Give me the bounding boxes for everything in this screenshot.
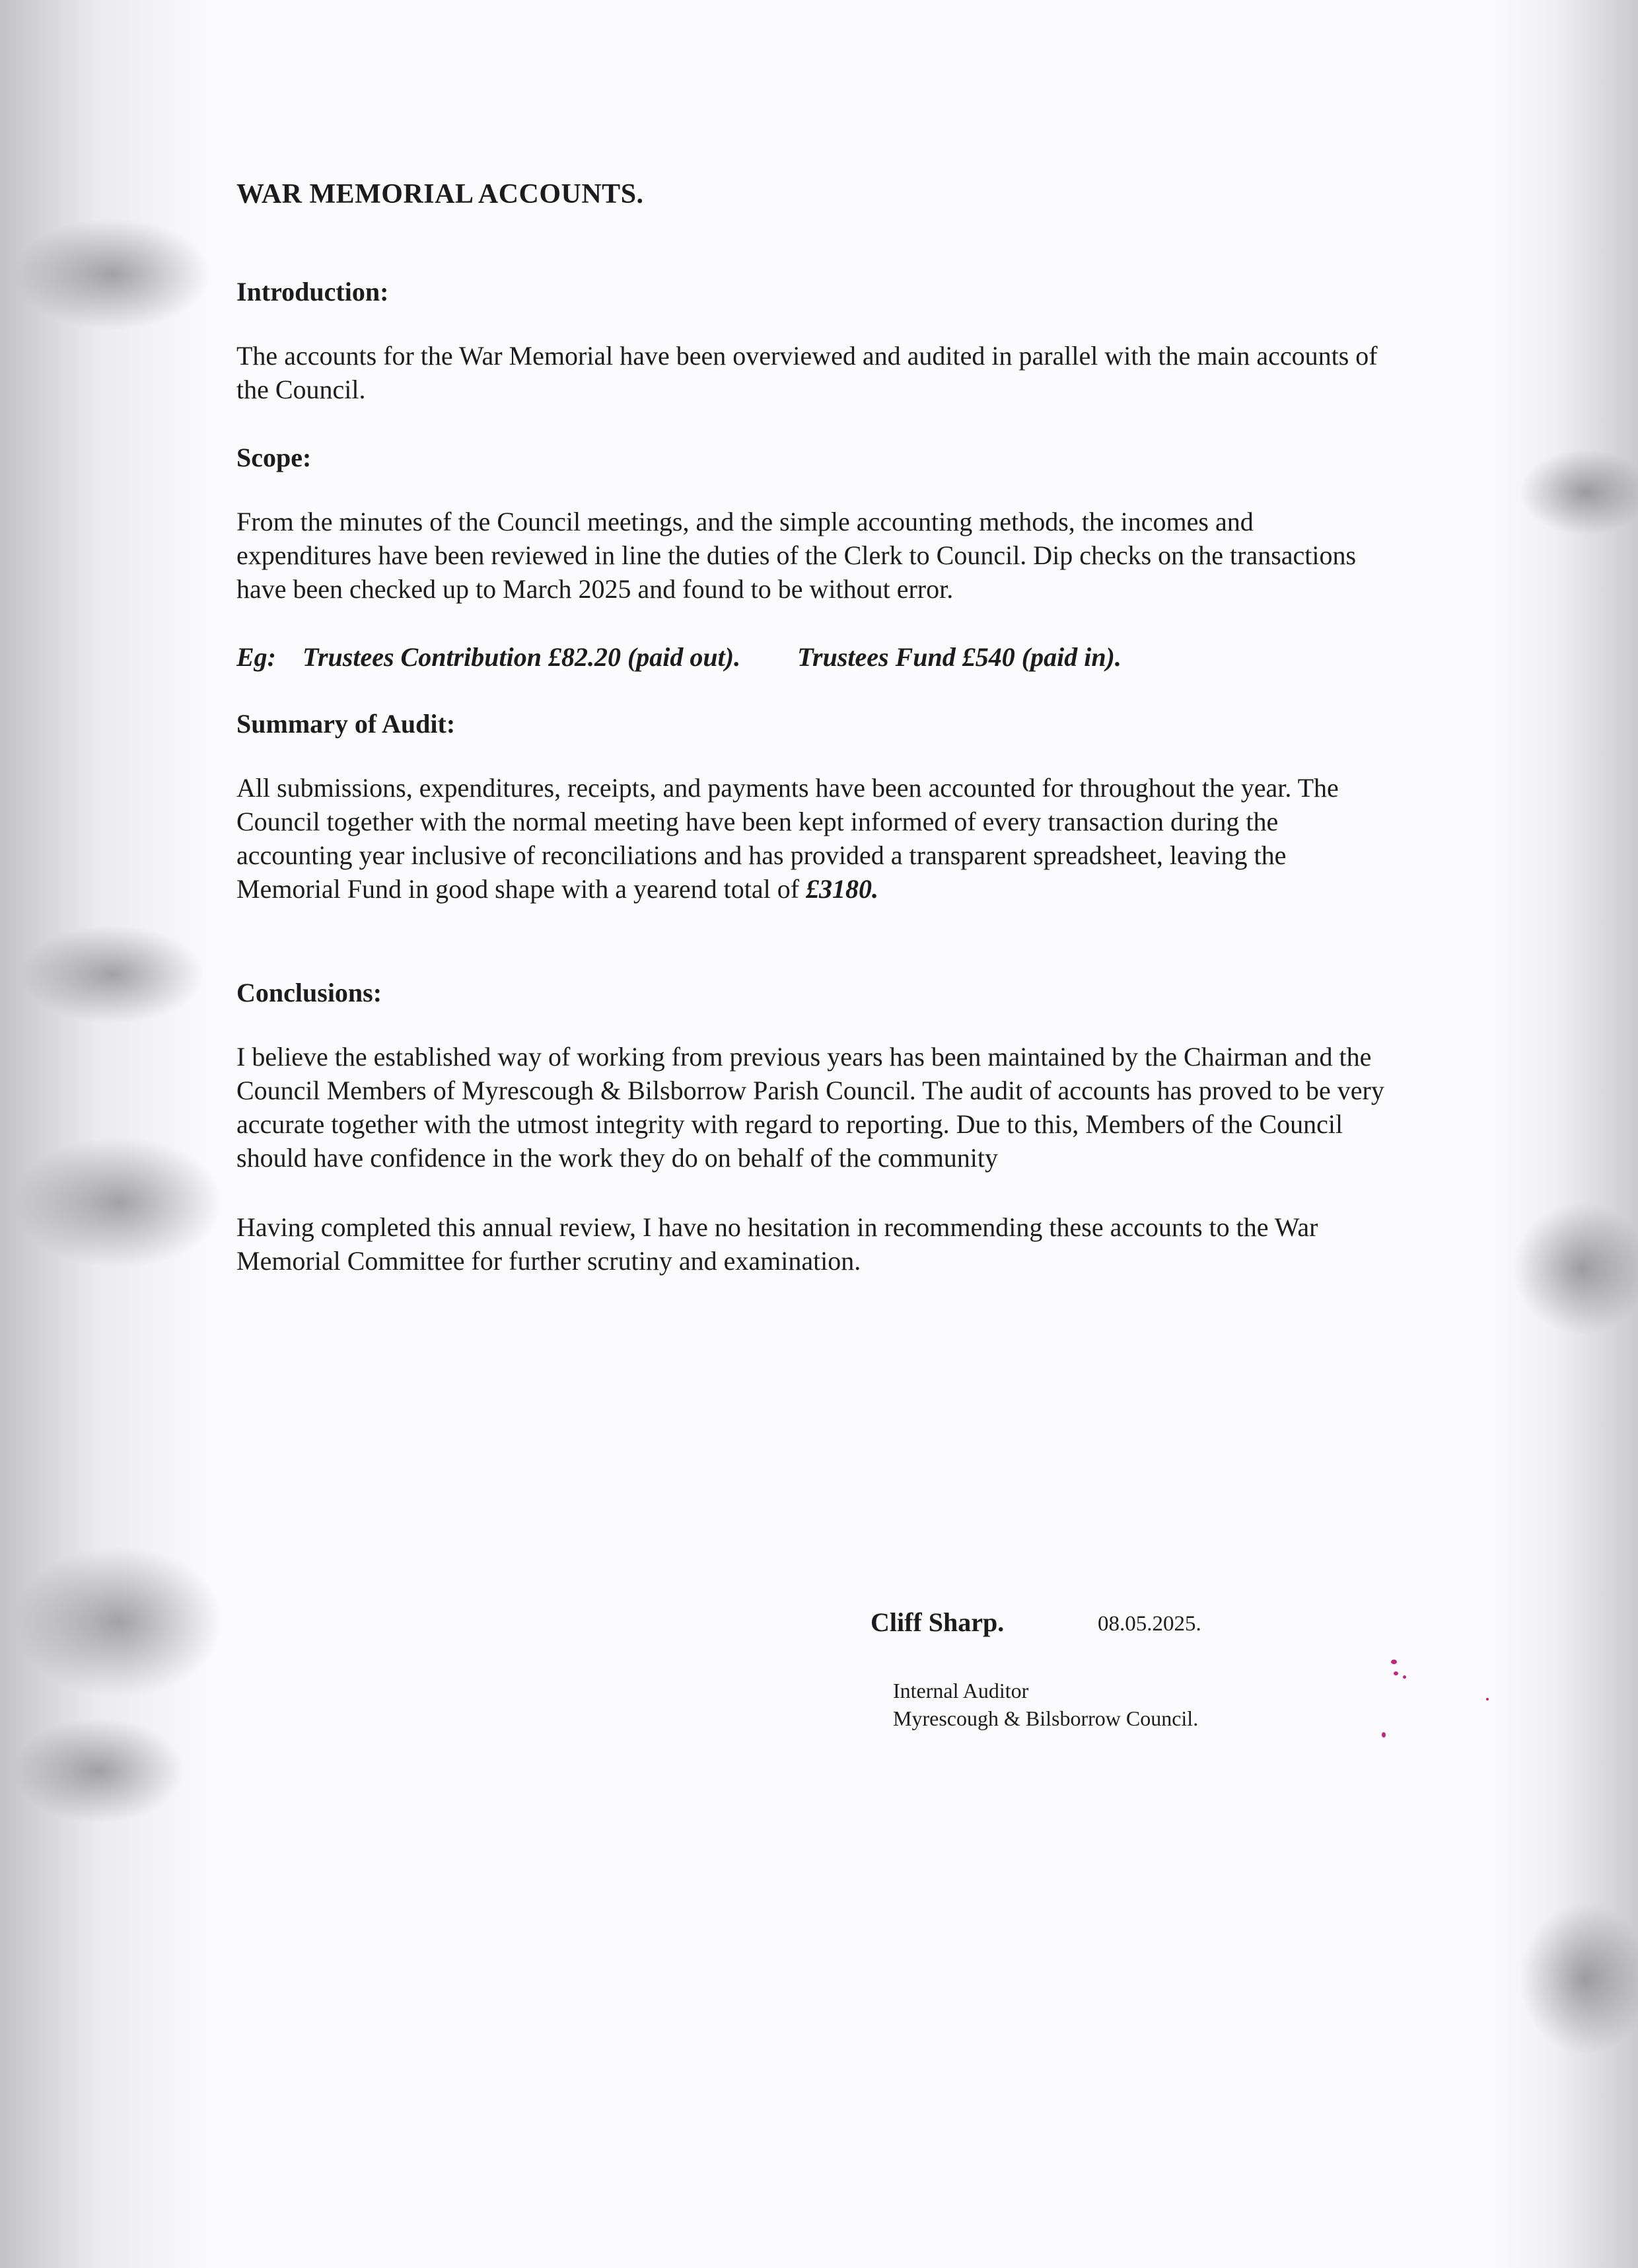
ink-speck bbox=[1382, 1732, 1386, 1738]
scan-smudge bbox=[13, 218, 211, 330]
auditor-signature-name: Cliff Sharp. bbox=[871, 1607, 1005, 1637]
summary-heading: Summary of Audit: bbox=[236, 709, 456, 739]
scan-smudge bbox=[13, 1136, 225, 1268]
document-title: WAR MEMORIAL ACCOUNTS. bbox=[236, 179, 644, 209]
ink-speck bbox=[1394, 1671, 1398, 1675]
auditor-role: Internal Auditor bbox=[893, 1679, 1029, 1702]
conclusions-heading: Conclusions: bbox=[236, 978, 382, 1007]
ink-speck bbox=[1391, 1660, 1397, 1664]
scan-shadow-left bbox=[0, 0, 218, 2268]
auditor-organisation: Myrescough & Bilsborrow Council. bbox=[893, 1706, 1199, 1730]
scope-heading: Scope: bbox=[236, 443, 312, 472]
scan-smudge bbox=[13, 1546, 225, 1698]
summary-paragraph bbox=[236, 771, 1386, 906]
summary-text: All submissions, expenditures, receipts, and payments have been accounted for throughout the year. The Council together with the normal meeting have been kept informed of every transaction during the accounting year inclusive of reconciliations and has provided a transparent spreadsheet, leaving the Memorial Fund in good shape with a yearend total of bbox=[236, 773, 1339, 904]
scan-smudge bbox=[13, 1718, 185, 1823]
scope-text: From the minutes of the Council meetings, and the simple accounting methods, the incomes and expenditures have been reviewed in line the duties of the Clerk to Council. Dip checks on the transactions have been checked up to March 2025 and found to be without error. bbox=[236, 507, 1357, 604]
recommendation-text: Having completed this annual review, I have no hesitation in recommending these accounts to the War Memorial Committee for further scrutiny and examination. bbox=[236, 1212, 1318, 1276]
introduction-text: The accounts for the War Memorial have been overviewed and audited in parallel with the main accounts of the Council. bbox=[236, 341, 1378, 404]
signoff-date: 08.05.2025. bbox=[1098, 1612, 1201, 1636]
scan-smudge bbox=[20, 925, 205, 1024]
audit-document bbox=[236, 178, 1386, 1313]
example-label: Eg: bbox=[236, 642, 276, 672]
conclusions-text: I believe the established way of working from previous years has been maintained by the Chairman and the Council Members of Myrescough & Bilsborrow Parish Council. The audit of accounts has proved to be very accurate together with the utmost integrity with regard to reporting. Due to this, Members of the Council should have confidence in the work they do on behalf of the community bbox=[236, 1042, 1384, 1173]
auditor-details bbox=[893, 1677, 1198, 1732]
example-trustees-fund: Trustees Fund £540 (paid in). bbox=[797, 642, 1122, 672]
yearend-total: £3180. bbox=[806, 874, 879, 904]
example-line bbox=[236, 641, 1386, 673]
introduction-heading: Introduction: bbox=[236, 277, 389, 307]
ink-speck bbox=[1486, 1698, 1489, 1701]
ink-speck bbox=[1403, 1675, 1406, 1679]
example-trustees-contribution: Trustees Contribution £82.20 (paid out). bbox=[303, 642, 741, 672]
